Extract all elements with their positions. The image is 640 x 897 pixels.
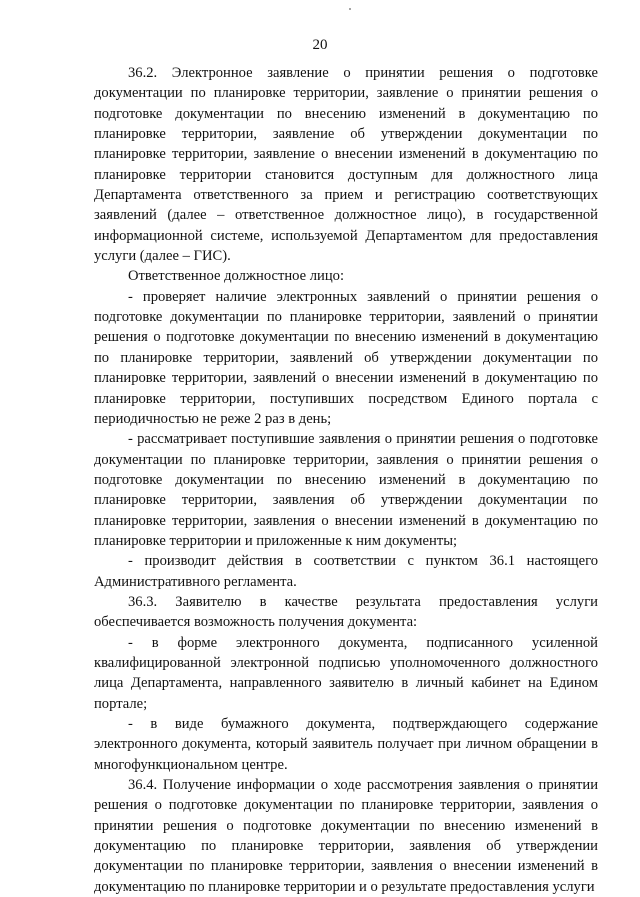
- list-item-paper-document: - в виде бумажного документа, подтверждающего содержание электронного документа, который заявитель получает при личном обращении в многофункциональном центре.: [94, 716, 598, 773]
- paragraph-36-2: 36.2. Электронное заявление о принятии решения о подготовке документации по планировке территории, заявление о принятии решения о подготовке документации по внесению изменений в документацию по планировке территории, заявление об утверждении документации по планировке территории, заявление о внесении изменений в документацию по планировке территории становится доступным для должностного лица Департамента ответственного за прием и регистрацию соответствующих заявлений (далее – ответственное должностное лицо), в государственной информационной системе, используемой Департаментом для предоставления услуги (далее – ГИС).: [94, 65, 598, 265]
- scan-speck: [349, 8, 351, 10]
- list-item-performs-actions: - производит действия в соответствии с пунктом 36.1 настоящего Административного регламента.: [94, 553, 598, 590]
- page-number: 20: [312, 37, 328, 53]
- list-item-electronic-document: - в форме электронного документа, подписанного усиленной квалифицированной электронной подписью уполномоченного должностного лица Департамента, направленного заявителю в личный кабинет на Едином портале;: [94, 634, 598, 712]
- document-body: [94, 63, 598, 897]
- list-item-reviews-applications: - рассматривает поступившие заявления о принятии решения о подготовке документации по планировке территории, заявления о принятии решения о подготовке документации по внесению изменений в документацию по планировке территории, заявления об утверждении документации по планировке территории, заявления о внесении изменений в документацию по планировке территории и приложенные к ним документы;: [94, 431, 598, 549]
- paragraph-36-4: 36.4. Получение информации о ходе рассмотрения заявления о принятии решения о подготовке документации по планировке территории, заявления о принятии решения о подготовке документации по внесению изменений в документацию по планировке территории, заявления об утверждении документации по планировке территории, заявления о внесении изменений в документацию по планировке территории и о результате предоставления услуги: [94, 777, 598, 895]
- paragraph-responsible-official: Ответственное должностное лицо:: [128, 268, 344, 285]
- paragraph-36-3: 36.3. Заявителю в качестве результата предоставления услуги обеспечивается возможность получения документа:: [94, 593, 598, 631]
- list-item-checks-applications: - проверяет наличие электронных заявлений о принятии решения о подготовке документации по планировке территории, заявлений о принятии решения о подготовке документации по внесению изменений в документацию по планировке территории, заявлений об утверждении документации по планировке территории, заявлений о внесении изменений в документацию по планировке территории, поступивших посредством Единого портала с периодичностью не реже 2 раз в день;: [94, 288, 598, 427]
